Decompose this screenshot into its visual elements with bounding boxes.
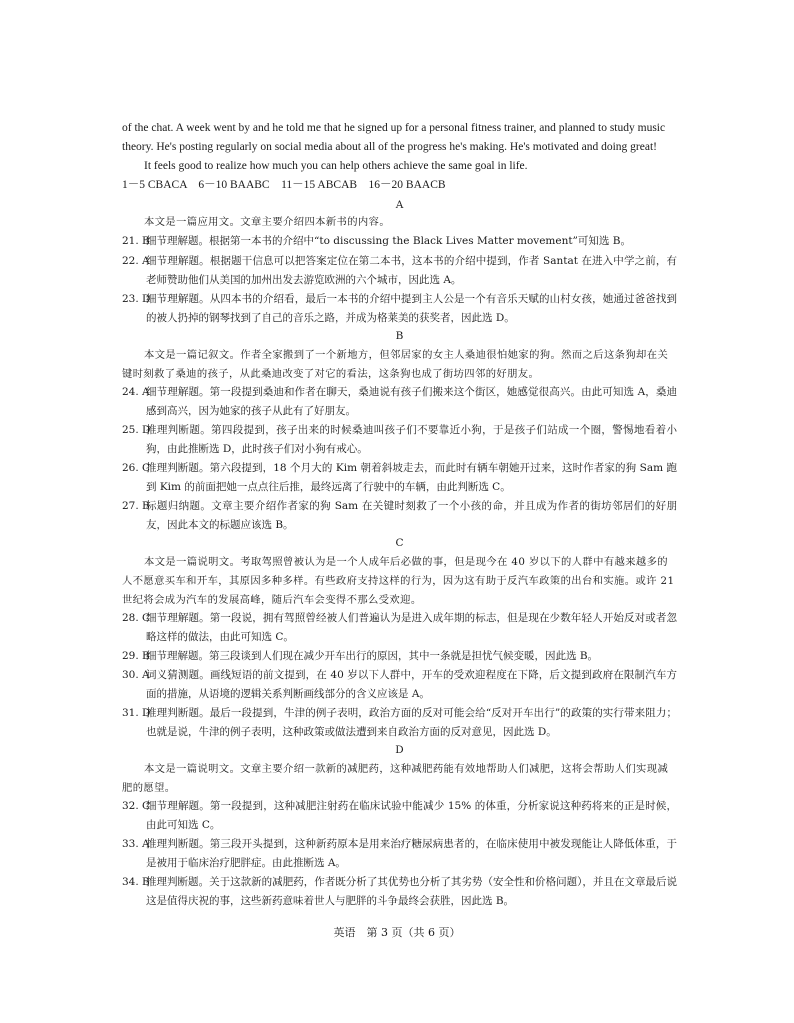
section-summary-d: 本文是一篇说明文。文章主要介绍一款新的减肥药，这种减肥药能有效地帮助人们减肥，这将会帮助人们实现减肥的愿望。 — [122, 763, 669, 794]
question-number: 28. C — [122, 612, 151, 624]
question-number: 33. A — [122, 838, 150, 850]
question-number: 21. B — [122, 235, 150, 247]
answer-item — [122, 290, 677, 329]
answer-item — [122, 797, 677, 836]
question-number: 22. A — [122, 255, 150, 267]
answer-item — [122, 252, 677, 291]
question-number: 30. A — [122, 669, 150, 681]
answer-item — [122, 383, 677, 422]
explanation-text: 细节理解题。第一段提到，这种减肥注射药在临床试验中能减少 15% 的体重，分析家说这种药将来的正是时候，由此可知选 C。 — [146, 800, 677, 832]
question-number: 25. D — [122, 424, 151, 436]
intro-line-2: theory. He's posting regularly on social media about all of the progress he's making. He's motivated and doing great! — [122, 141, 657, 153]
explanation-text: 推理判断题。第四段提到，孩子出来的时候桑迪叫孩子们不要靠近小狗，于是孩子们站成一个圈，警惕地看着小狗，由此推断选 D，此时孩子们对小狗有戒心。 — [146, 424, 677, 456]
question-number: 32. C — [122, 800, 151, 812]
answer-item — [122, 609, 677, 648]
explanation-text: 细节理解题。从四本书的介绍看，最后一本书的介绍中提到主人公是一个有音乐天赋的山村女孩，她通过爸爸找到的被人扔掉的钢琴找到了自己的音乐之路，并成为格莱美的获奖者，因此选 D。 — [146, 293, 677, 325]
answer-item — [122, 459, 677, 498]
question-number: 24. A — [122, 386, 150, 398]
explanation-text: 推理判断题。最后一段提到，牛津的例子表明，政治方面的反对可能会给“反对开车出行”的政策的实行带来阻力；也就是说，牛津的例子表明，这种政策或做法遭到来自政治方面的反对意见，因此选 D。 — [146, 707, 677, 739]
explanation-text: 细节理解题。根据第一本书的介绍中“to discussing the Black Lives Matter movement”可知选 B。 — [146, 235, 631, 247]
answer-item — [122, 835, 677, 874]
section-heading-d: D — [395, 744, 404, 756]
explanation-text: 标题归纳题。文章主要介绍作者家的狗 Sam 在关键时刻救了一个小孩的命，并且成为作者的街坊邻居们的好朋友，因此本文的标题应该选 B。 — [146, 500, 677, 532]
section-summary-a: 本文是一篇应用文。文章主要介绍四本新书的内容。 — [144, 216, 391, 228]
answer-item — [122, 704, 677, 743]
intro-line-1: of the chat. A week went by and he told me that he signed up for a personal fitness trainer, and planned to study music — [122, 122, 666, 134]
explanation-text: 细节理解题。第一段提到桑迪和作者在聊天，桑迪说有孩子们搬来这个街区，她感觉很高兴。由此可知选 A，桑迪感到高兴，因为她家的孩子从此有了好朋友。 — [146, 386, 677, 418]
answer-item — [122, 497, 677, 536]
answer-key: 1－5 CBACA 6－10 BAABC 11－15 ABCAB 16－20 BAACB — [122, 179, 446, 191]
page-footer: 英语 第 3 页（共 6 页） — [333, 926, 461, 939]
explanation-text: 细节理解题。根据题干信息可以把答案定位在第二本书，这本书的介绍中提到，作者 Santat 在进入中学之前，有老师赞助他们从美国的加州出发去游览欧洲的六个城市，因此选 A。 — [146, 255, 677, 287]
answer-item — [122, 873, 677, 912]
section-heading-b: B — [395, 330, 404, 342]
explanation-text: 词义猜测题。画线短语的前文提到，在 40 岁以下人群中，开车的受欢迎程度在下降，后文提到政府在限制汽车方面的措施，从语境的逻辑关系判断画线部分的含义应该是 A。 — [146, 669, 677, 701]
answer-item — [122, 232, 677, 251]
explanation-text: 推理判断题。关于这款新的减肥药，作者既分析了其优势也分析了其劣势（安全性和价格问题），并且在文章最后说这是值得庆祝的事，这些新药意味着世人与肥胖的斗争最终会获胜，因此选 B。 — [146, 876, 677, 908]
explanation-text: 细节理解题。第三段谈到人们现在减少开车出行的原因，其中一条就是担忧气候变暖，因此选 B。 — [146, 650, 599, 662]
question-number: 27. B — [122, 500, 150, 512]
explanation-text: 细节理解题。第一段说，拥有驾照曾经被人们普遍认为是进入成年期的标志，但是现在少数年轻人开始反对或者忽略这样的做法，由此可知选 C。 — [146, 612, 677, 644]
question-number: 26. C — [122, 462, 151, 474]
explanation-text: 推理判断题。第六段提到，18 个月大的 Kim 朝着斜坡走去，而此时有辆车朝她开过来，这时作者家的狗 Sam 跑到 Kim 的前面把她一点点往后推，最终远离了行驶中的车辆，由此判断选 C。 — [146, 462, 677, 494]
answer-item — [122, 666, 677, 705]
section-heading-a: A — [395, 199, 404, 211]
intro-line-3: It feels good to realize how much you can help others achieve the same goal in life. — [144, 160, 528, 172]
answer-item — [122, 421, 677, 460]
question-number: 29. B — [122, 650, 150, 662]
answer-item — [122, 647, 677, 666]
question-number: 23. D — [122, 293, 151, 305]
explanation-text: 推理判断题。第三段开头提到，这种新药原本是用来治疗糖尿病患者的，在临床使用中被发现能让人降低体重，于是被用于临床治疗肥胖症。由此推断选 A。 — [146, 838, 677, 870]
question-number: 31. D — [122, 707, 151, 719]
question-number: 34. B — [122, 876, 150, 888]
section-heading-c: C — [395, 537, 404, 549]
section-summary-b: 本文是一篇记叙文。作者全家搬到了一个新地方，但邻居家的女主人桑迪很怕她家的狗。然而之后这条狗却在关键时刻救了桑迪的孩子，从此桑迪改变了对它的看法，这条狗也成了街坊四邻的好朋友。 — [122, 349, 669, 380]
section-summary-c: 本文是一篇说明文。考取驾照曾被认为是一个人成年后必做的事，但是现今在 40 岁以下的人群中有越来越多的人不愿意买车和开车，其原因多种多样。有些政府支持这样的行为，因为这有助于反汽车政策的出台和实施。或许 21 世纪将会成为汽车的发展高峰，随后汽车会变得不那么受欢迎。 — [122, 556, 675, 606]
